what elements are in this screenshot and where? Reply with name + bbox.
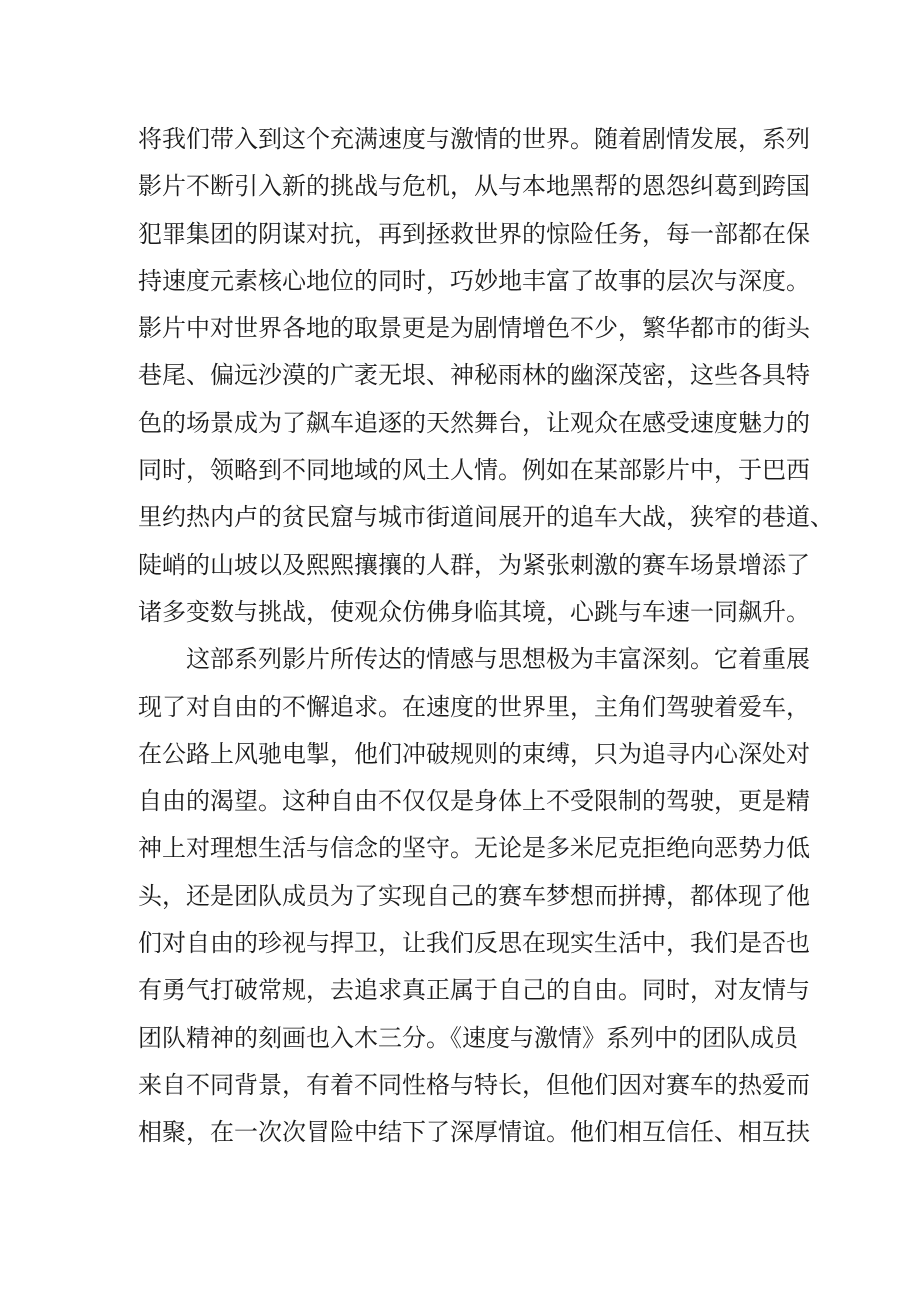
text-line: 自由的渴望。这种自由不仅仅是身体上不受限制的驾驶，更是精 (138, 787, 810, 816)
text-line: 色的场景成为了飙车追逐的天然舞台，让观众在感受速度魅力的 (138, 408, 810, 437)
text-line: 现了对自由的不懈追求。在速度的世界里，主角们驾驶着爱车， (138, 692, 810, 721)
text-line: 相聚，在一次次冒险中结下了深厚情谊。他们相互信任、相互扶 (138, 1118, 810, 1147)
text-line: 头，还是团队成员为了实现自己的赛车梦想而拼搏，都体现了他 (138, 881, 810, 910)
text-line: 团队精神的刻画也入木三分。《速度与激情》系列中的团队成员 (138, 1023, 798, 1052)
text-line: 有勇气打破常规，去追求真正属于自己的自由。同时，对友情与 (138, 976, 810, 1005)
text-line: 犯罪集团的阴谋对抗，再到拯救世界的惊险任务，每一部都在保 (138, 219, 810, 248)
text-line: 神上对理想生活与信念的坚守。无论是多米尼克拒绝向恶势力低 (138, 834, 810, 863)
text-line: 影片中对世界各地的取景更是为剧情增色不少，繁华都市的街头 (138, 314, 810, 343)
body-text (138, 116, 834, 1157)
text-line: 将我们带入到这个充满速度与激情的世界。随着剧情发展，系列 (138, 125, 810, 153)
text-line: 里约热内卢的贫民窟与城市街道间展开的追车大战，狭窄的巷道、 (138, 503, 834, 532)
text-line: 巷尾、偏远沙漠的广袤无垠、神秘雨林的幽深茂密，这些各具特 (138, 361, 810, 390)
text-line: 影片不断引入新的挑战与危机，从与本地黑帮的恩怨纠葛到跨国 (138, 172, 810, 201)
text-line: 同时，领略到不同地域的风土人情。例如在某部影片中，于巴西 (138, 456, 810, 485)
text-line: 在公路上风驰电掣，他们冲破规则的束缚，只为追寻内心深处对 (138, 739, 810, 768)
text-line: 陡峭的山坡以及熙熙攘攘的人群，为紧张刺激的赛车场景增添了 (138, 550, 810, 579)
text-line: 持速度元素核心地位的同时，巧妙地丰富了故事的层次与深度。 (138, 266, 810, 295)
text-line: 们对自由的珍视与捍卫，让我们反思在现实生活中，我们是否也 (138, 929, 810, 958)
text-line: 诸多变数与挑战，使观众仿佛身临其境，心跳与车速一同飙升。 (138, 597, 810, 626)
text-line: 来自不同背景，有着不同性格与特长，但他们因对赛车的热爱而 (138, 1070, 810, 1099)
paragraph-start-line: 这部系列影片所传达的情感与思想极为丰富深刻。它着重展 (186, 645, 810, 674)
